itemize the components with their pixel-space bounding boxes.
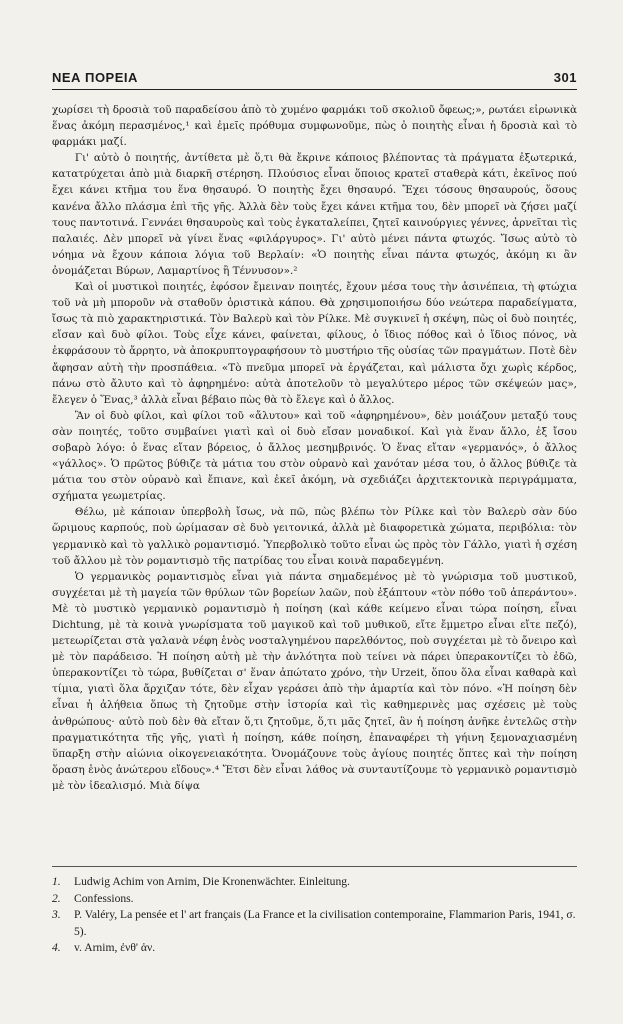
paragraph: Ὁ γερμανικὸς ρομαντισμὸς εἶναι γιὰ πάντα σημαδεμένος μὲ τὸ γνώρισμα τοῦ μυστικοῦ, συγχέεται μὲ τὴ μαγεία τῶν θρύλων τῶν βορείων λαῶν, ποὺ ἐξάπτουν «τὸν πόθο τοῦ ἀπεράντου». Μὲ τὸ μυστικὸ γερμανικὸ ρομαντισμὸ ἡ ποίηση (καὶ κάθε κείμενο εἶναι τώρα ποίηση, εἶναι Dichtung, μὲ τὰ κοινὰ γνωρίσματα τοῦ μαγικοῦ καὶ τοῦ μυθικοῦ, εἴτε ἔμμετρο εἶναι εἴτε πεζό), μετεωρίζεται στὰ γαλανὰ νέφη ἑνὸς νοσταλγημένου παρελθόντος, ποὺ συγχέεται μὲ τὸ ὄνειρο καὶ μὲ τὸν παράδεισο. Ἡ ποίηση αὐτὴ μὲ τὴν ἀνλότητα ποὺ τείνει νὰ πάρει ὑπερακοντίζει τὸ ἐδῶ, ὑπερακοντίζει τὸ τώρα, βυθίζεται σ' ἕναν ἀπώτατο χρόνο, τὴν Urzeit, ὅπου ὅλα εἶναι καθαρὰ καὶ τίμια, γιατὶ ὅλα ἄρχιζαν τότε, δὲν εἶχαν γεράσει ἀπὸ τὴν ἁμαρτία καὶ τὸν πόνο. «Ἡ ποίηση δὲν εἶναι ἡ ἀλήθεια ὅπως τὴ ζητοῦμε στὴν ἱστορία καὶ τὶς καθημερινὲς μας σχέσεις μὲ τοὺς ἀνθρώπους· αὐτὸ ποὺ δὲν θὰ εἴταν ὅ,τι ζητοῦμε, ὅ,τι μᾶς ζητεῖ, ἂν ἡ ποίηση ἀνῆκε ἐντελῶς στὴν πραγματικότητα τῆς γῆς, γιατὶ ἡ ποίηση, κάθε ποίηση, ἐπαναφέρει τὴ γήινη ξεμοναχιασμένη ὕπαρξη στὴν αἰώνια οἰκογενειακότητα. Ὀνομάζουνε τοὺς ἁγίους ποιητές ὅπτες καὶ τὴν ποίηση ὅραση ἑνὸς ἀνώτερου εἴδους».⁴ Ἔτσι δὲν εἶναι λάθος νὰ συνταυτίζουμε τὸ γερμανικὸ ρομαντισμὸ μὲ τὸν ἰδεαλισμό. Μιὰ δίψα	[52, 570, 577, 792]
footnote	[52, 874, 577, 891]
footnote-text: v. Arnim, ἐνθ' ἀν.	[74, 941, 156, 955]
footnote-number: 2.	[52, 891, 61, 905]
footnote-number: 4.	[52, 941, 61, 955]
footnote-text: P. Valéry, La pensée et l' art français (La France et la civilisation contemporaine, Flammarion Paris, 1941, σ. 5).	[74, 908, 576, 938]
footnote	[52, 891, 577, 908]
footnote	[52, 940, 577, 957]
footnote	[52, 907, 577, 940]
page	[52, 70, 577, 794]
footnote-text: Confessions.	[74, 891, 134, 905]
footnote-text: Ludwig Achim von Arnim, Die Kronenwächter. Einleitung.	[74, 875, 350, 888]
body-text	[52, 102, 577, 794]
paragraph: Γι' αὐτὸ ὁ ποιητής, ἀντίθετα μὲ ὅ,τι θὰ ἔκρινε κάποιος βλέποντας τὰ πράγματα ἐξωτερικά, κατατρύχεται ἀπὸ μιὰ διαρκῆ στέρηση. Πλούσιος εἶναι ὅποιος κρατεῖ σταθερὰ κάτι, ἐκεῖνος πού ἔχει κάνει κτῆμα του ἕνα θησαυρό. Ὁ ποιητὴς ἔχει θησαυρό. Ἔχει τόσους θησαυρούς, ὅσους κανένα ἄλλο πλάσμα ἐπὶ τῆς γῆς. Ἀλλὰ δὲν τοὺς ἔχει κάνει κτῆμα του, δὲν μπορεῖ νὰ ζήσει μαζί τους παντοτινά. Γεννάει θησαυροὺς καὶ τοὺς ἐγκαταλείπει, ζητεῖ καινούργιες γέννες, ἀρνεῖται τὶς παλαιές. Δὲν μπορεῖ νὰ γίνει ἕνας «φιλάργυρος». Γι' αὐτὸ μένει πάντα φτωχός. Ἴσως αὐτὸ τὸ νόημα νὰ ἔχουν κάποια λόγια τοῦ Βερλαίν: «Ὁ ποιητὴς εἶναι πάντα φτωχός, ἀκόμη κι ἂν ὀνομάζεται Βύρων, Λαμαρτίνος ἢ Τέννυσον».²	[52, 152, 577, 277]
footnote-rule	[52, 866, 577, 867]
running-header	[52, 70, 577, 90]
paragraph: χωρίσει τὴ δροσιὰ τοῦ παραδείσου ἀπὸ τὸ χυμένο φαρμάκι τοῦ σκολιοῦ ὄφεως;», ρωτάει εἰρωνικὰ ἕνας ἀκόμη περασμένος,¹ καὶ ἐμεῖς πρόθυμα συμφωνοῦμε, πὼς ὁ ποιητὴς εἶναι ἡ δροσιὰ καὶ τὸ φαρμάκι μαζί.	[52, 104, 577, 149]
paragraph: Θέλω, μὲ κάποιαν ὑπερβολὴ ἴσως, νὰ πῶ, πὼς βλέπω τὸν Ρίλκε καὶ τὸν Βαλερὺ σὰν δύο ὥριμους καρπούς, ποὺ ὡρίμασαν σὲ δυὸ γειτονικά, ἀλλὰ μὲ διαφορετικὰ χώματα, περιβόλια: τὸν γερμανικὸ καὶ τὸ γαλλικὸ ρομαντισμό. Ὑπερβολικὸ τοῦτο εἶναι ὡς πρὸς τὸν Γάλλο, γιατὶ ἡ σχέση τοῦ ἄλλου μὲ τὸν ρομαντισμὸ τῆς πατρίδας του εἶναι κοινὰ παραδεγμένη.	[52, 506, 577, 567]
footnote-number: 3.	[52, 908, 61, 922]
paragraph: Ἂν οἱ δυὸ φίλοι, καὶ φίλοι τοῦ «ἄλυτου» καὶ τοῦ «ἀφηρημένου», δὲν μοιάζουν μεταξύ τους σὰν ποιητές, τοῦτο συμβαίνει γιατὶ καὶ οἱ δυὸ εἴσαν μοναδικοί. Καὶ γιὰ ἕναν ἄλλο, ἐξ ἴσου σοβαρὸ λόγο: ὁ ἕνας εἴταν βόρειος, ὁ ἄλλος μεσημβρινός. Ὁ ἕνας εἴταν «γερμανός», ὁ ἄλλος «γάλλος». Ὁ πρῶτος βύθιζε τὰ μάτια του στὸν οὐρανὸ καὶ χανόταν μέσα του, ὁ ἄλλος βύθιζε τὰ μάτια του στὸν οὐρανὸ καὶ ἔπιανε, καὶ ἐκεῖ ἀκόμη, νὰ σχεδιάζει ἀρχιτεκτονικὰ περιγράμματα, σχήματα γεωμετρίας.	[52, 409, 577, 503]
footnotes	[52, 866, 577, 957]
footnote-number: 1.	[52, 875, 61, 888]
journal-title: ΝΕΑ ΠΟΡΕΙΑ	[52, 70, 138, 85]
page-number: 301	[553, 70, 577, 85]
paragraph: Καὶ οἱ μυστικοὶ ποιητές, ἐφόσον ἔμειναν ποιητές, ἔχουν μέσα τους τὴν ἀσινέπεια, τὴ φτώχια τοῦ νὰ μὴ μποροῦν νὰ σταθοῦν ὁριστικὰ κάπου. Θὰ χρησιμοποιήσω δύο νεώτερα παραδείγματα, ἴσως τὰ πιὸ χαρακτηριστικά. Τὸν Βαλερὺ καὶ τὸν Ρίλκε. Μὲ συγκινεῖ ἡ σκέψη, πὼς οἱ δυὸ ποιητές, εἴσαν καὶ δυὸ φίλοι. Τοὺς εἶχε κάνει, φαίνεται, φίλους, ὁ ἴδιος πόθος καὶ ὁ ἴδιος πόνος, νὰ ἐκφράσουν τὸ ἄρρητο, νὰ ἀποκρυπτογραφήσουν τὸ μυστήριο τῆς οὐσίας τῶν πραγμάτων. Ποτὲ δὲν ἄφησαν αὐτὴ τὴν προσπάθεια. «Τὸ πνεῦμα μπορεῖ νὰ ἐργάζεται, καὶ μάλιστα ὄχι χωρὶς κέρδος, πάνω στὸ ἄλυτο καὶ τὸ ἀφηρημένο: αὐτὰ ἀποτελοῦν τὸ μεγαλύτερο μέρος τῶν σκέψεών μας», ἔλεγεν ὁ Ἕνας,³ ἀλλὰ εἶναι βέβαιο πὼς θὰ τὸ ἔλεγε καὶ ὁ ἄλλος.	[52, 281, 577, 406]
